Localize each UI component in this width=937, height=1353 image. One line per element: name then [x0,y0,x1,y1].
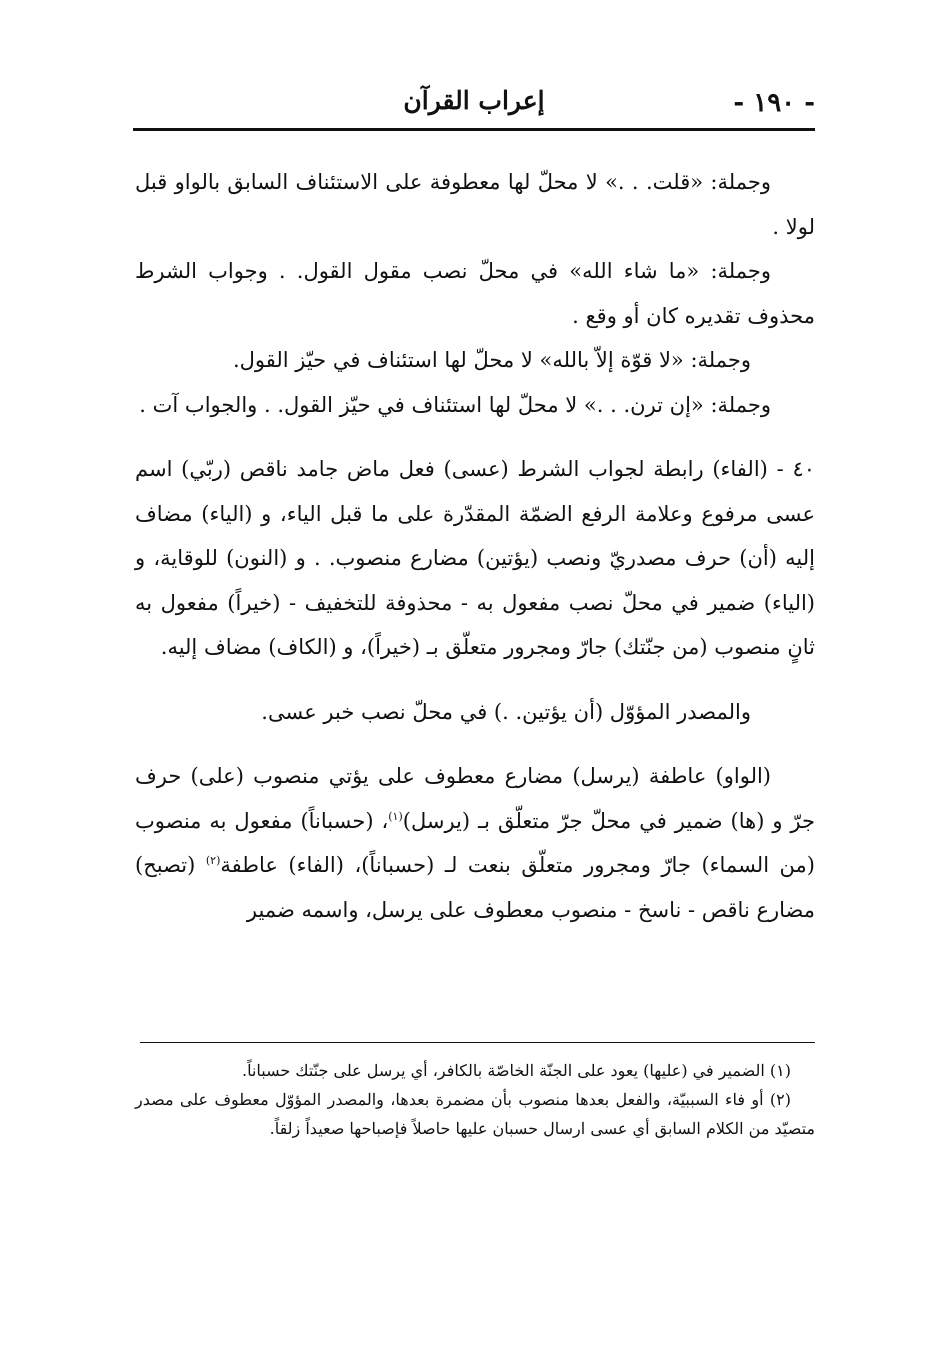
footnote-divider [140,1042,815,1043]
paragraph-clause-la-quwwata: وجملة: «لا قوّة إلاّ بالله» لا محلّ لها استئناف في حيّز القول. [232,348,751,372]
paragraph-waw-atifa [135,754,815,932]
paragraph-verse-40: ٤٠ - (الفاء) رابطة لجواب الشرط (عسى) فعل ماض جامد ناقص (ربّي) اسم عسى مرفوع وعلامة الرفع الضمّة المقدّرة على ما قبل الياء، و (الياء) مضاف إليه (أن) حرف مصدريّ ونصب (يؤتين) مضارع منصوب. . و (النون) للوقاية، و (الياء) ضمير في محلّ نصب مفعول به - محذوفة للتخفيف - (خيراً) مفعول به ثانٍ منصوب (من جنّتك) جارّ ومجرور متعلّق بـ (خيراً)، و (الكاف) مضاف إليه. [135,457,815,659]
paragraph-clause-in-tarani: وجملة: «إن ترن. . .» لا محلّ لها استئناف في حيّز القول. . والجواب آت . [139,392,771,417]
main-text [135,160,815,932]
running-header [133,82,815,131]
paragraph-text: (الواو) عاطفة (يرسل) مضارع معطوف على يؤتي منصوب (على) حرف جرّ و (ها) ضمير في محلّ جرّ متعلّق بـ (يرسل) [135,764,816,833]
footnote-marker-1[interactable]: (١) [388,809,403,823]
paragraph-text: (تصبح) مضارع ناقص - ناسخ - منصوب معطوف على يرسل، واسمه ضمير [135,853,815,922]
footnotes [135,1056,815,1143]
footnote-marker-2[interactable]: (٢) [205,854,221,867]
paragraph-masdar: والمصدر المؤوّل (أن يؤتين. .) في محلّ نصب خبر عسى. [261,699,751,724]
footnote-2: (٢) أو فاء السببيّة، والفعل بعدها منصوب بأن مضمرة بعدها، والمصدر المؤوّل معطوف على مصدر متصيّد من الكلام السابق أي عسى ارسال حسبان عليها حاصلاً فإصباحها صعيداً زلقاً. [135,1090,815,1138]
footnote-1: (١) الضمير في (عليها) يعود على الجنّة الخاصّة بالكافر، أي يرسل على جنّتك حسباناً. [242,1061,791,1080]
paragraph-clause-ma-shaa: وجملة: «ما شاء الله» في محلّ نصب مقول القول. . وجواب الشرط محذوف تقديره كان أو وقع . [135,259,815,328]
book-title: إعراب القرآن [403,86,545,115]
paragraph-clause-qulta: وجملة: «قلت. . .» لا محلّ لها معطوفة على الاستئناف السابق بالواو قبل لولا . [135,170,815,239]
paragraph-text: ، (حسباناً) مفعول به منصوب (من السماء) جارّ ومجرور متعلّق بنعت لـ (حسباناً)، (الفاء) عاطفة [135,808,815,877]
page-number: - ١٩٠ - [733,88,815,118]
